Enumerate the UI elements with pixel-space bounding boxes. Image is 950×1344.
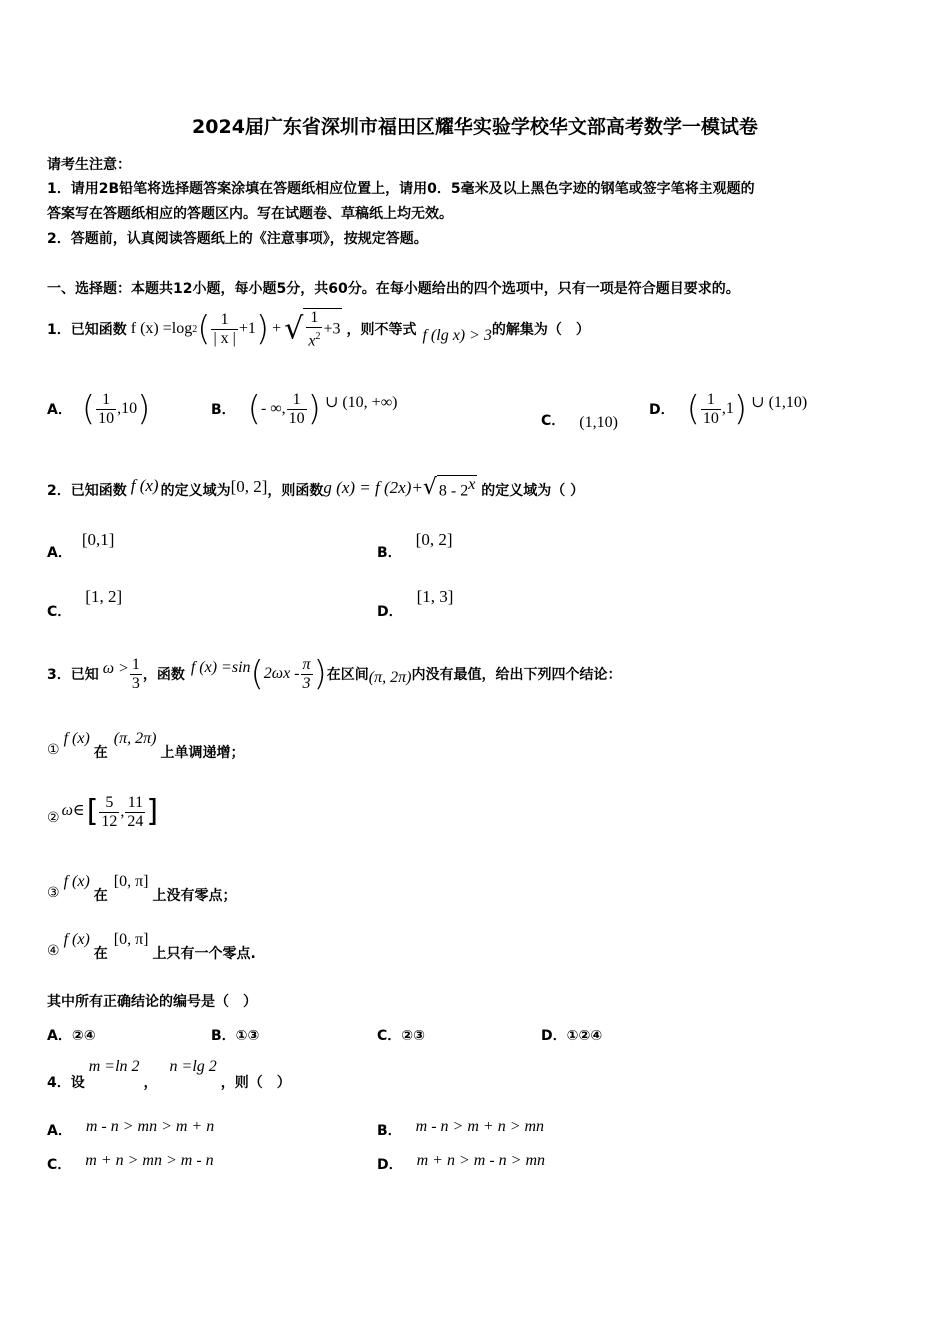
q1-option-b[interactable]	[211, 386, 397, 432]
q1-frac-num: 1	[211, 311, 237, 330]
q3-c1-fx: f (x)	[63, 730, 90, 747]
q2-fx: f (x)	[130, 476, 159, 495]
q3-option-c[interactable]	[377, 1025, 425, 1045]
q2-option-b-label: B．	[377, 545, 402, 561]
q4-option-d-label: D．	[377, 1157, 403, 1173]
q3-c4-fx: f (x)	[63, 931, 90, 948]
q3-inner: 2ωx -	[263, 665, 300, 682]
question-2	[47, 472, 584, 508]
q1-suffix: 的解集为（ ）	[491, 322, 590, 338]
q3-mid2: 在区间	[326, 667, 369, 683]
q1-root-num: 1	[306, 309, 322, 328]
paren-left: (	[81, 389, 96, 429]
bracket-left: [	[86, 794, 99, 829]
q4-c-value: m + n > mn > m - n	[85, 1152, 214, 1169]
q4-option-a[interactable]	[47, 1114, 214, 1140]
q1-b-num: 1	[287, 391, 307, 410]
q3-prefix: 3．已知	[47, 667, 99, 683]
q3-mid1: ，函数	[142, 667, 185, 683]
q2-domain: [0, 2]	[230, 477, 268, 496]
q4-b-value: m - n > m + n > mn	[415, 1118, 545, 1135]
q4-suffix: ，则（ ）	[220, 1075, 291, 1091]
q1-b-frac	[287, 391, 307, 428]
q1-option-d[interactable]	[649, 386, 807, 432]
q3-option-d[interactable]	[541, 1025, 602, 1045]
q3-c2-lead: ω∈	[61, 802, 85, 819]
q3-d-value: ①②④	[566, 1028, 603, 1044]
q1-root-x: x	[308, 332, 316, 350]
q3-omega-den: 3	[131, 674, 140, 692]
q3-c4-num: ④	[47, 943, 60, 959]
notice-line2: 2．答题前，认真阅读答题纸上的《注意事项》，按规定答题。	[47, 231, 428, 247]
q2-b-value: [0, 2]	[415, 530, 453, 549]
q3-option-a[interactable]	[47, 1025, 96, 1045]
q2-option-c-label: C．	[47, 604, 72, 620]
q4-option-c[interactable]	[47, 1148, 214, 1174]
q3-pi-num: π	[302, 655, 311, 673]
q3-c1-num: ①	[47, 742, 60, 758]
q1-option-b-label: B．	[211, 402, 236, 418]
paren-right: )	[307, 389, 321, 429]
q3-option-b-label: B．	[211, 1028, 236, 1044]
q3-c1-text: 上单调递增；	[160, 745, 245, 761]
q1-option-c-label: C．	[541, 413, 566, 429]
q2-option-d-label: D．	[377, 604, 403, 620]
q1-option-a-label: A．	[47, 402, 72, 418]
q3-pi-den: 3	[302, 674, 311, 692]
q3-option-d-label: D．	[541, 1028, 567, 1044]
q1-option-a[interactable]	[47, 386, 150, 432]
q4-option-b[interactable]	[377, 1114, 544, 1140]
q1-paren-right: )	[255, 309, 270, 349]
q1-plus-one: +1	[238, 320, 256, 337]
q3-c3-interval: [0, π]	[113, 873, 149, 890]
q3-option-a-label: A．	[47, 1028, 72, 1044]
paren-right: )	[313, 654, 327, 694]
q3-c3-fx: f (x)	[63, 873, 90, 890]
q1-a-num: 1	[96, 391, 116, 410]
q1-paren-left: (	[197, 309, 211, 349]
radical-icon: √	[422, 475, 437, 501]
q1-d-comma: ,1	[721, 400, 734, 417]
q2-a-value: [0,1]	[81, 530, 115, 549]
q3-c2-frac1	[99, 794, 119, 831]
q2-sqrt	[423, 475, 477, 500]
q1-option-d-label: D．	[649, 402, 675, 418]
q1-prefix: 1．已知函数	[47, 322, 127, 338]
q4-n: n =lg 2	[169, 1058, 217, 1075]
q3-c1-interval: (π, 2π)	[113, 730, 157, 747]
q1-d-frac	[701, 391, 721, 428]
paren-right: )	[733, 389, 748, 429]
q1-a-frac	[96, 391, 116, 428]
q1-middle: ，则不等式	[346, 322, 417, 338]
q3-fx: f (x) =sin	[190, 659, 251, 676]
q3-c2-num1: 5	[99, 794, 119, 813]
q1-option-c[interactable]	[541, 408, 618, 432]
q2-option-a-label: A．	[47, 545, 72, 561]
q3-option-c-label: C．	[377, 1028, 402, 1044]
q2-option-d[interactable]	[377, 587, 453, 621]
paren-left: (	[686, 389, 700, 429]
q4-prefix: 4．设	[47, 1075, 85, 1091]
q1-root-exp: 2	[315, 330, 321, 342]
q1-plus: +	[272, 320, 282, 337]
q3-a-value: ②④	[71, 1028, 96, 1044]
q3-c2-den1: 12	[101, 812, 118, 830]
question-3	[47, 651, 621, 697]
q3-conclusion-3	[47, 873, 237, 905]
q3-c4-zai: 在	[93, 946, 108, 962]
q3-c2-comma: ,	[120, 803, 125, 820]
q3-omega: ω >	[102, 660, 129, 677]
q3-interval: (π, 2π)	[368, 669, 412, 686]
q3-omega-frac	[130, 656, 142, 693]
q2-root: 8 - 2	[438, 482, 469, 500]
q1-c-value: (1,10)	[579, 414, 618, 431]
q3-b-value: ①③	[235, 1028, 260, 1044]
q2-prefix: 2．已知函数	[47, 483, 127, 499]
q3-c3-num: ③	[47, 885, 60, 901]
q4-m: m =ln 2	[88, 1058, 140, 1075]
q2-d-value: [1, 3]	[416, 587, 454, 606]
q4-d-value: m + n > m - n > mn	[416, 1152, 546, 1169]
q2-suffix: 的定义域为（ ）	[481, 483, 585, 499]
q3-conclusion-1	[47, 730, 244, 762]
q3-c2-den2: 24	[127, 812, 144, 830]
q1-inequality: f (lg x) > 3	[422, 327, 492, 344]
q1-a-den: 10	[98, 409, 115, 427]
q2-mid1: 的定义域为	[160, 483, 231, 499]
q4-option-c-label: C．	[47, 1157, 72, 1173]
q3-c2-num2: 11	[125, 794, 145, 813]
q3-conclusion-2	[47, 788, 158, 836]
q1-b-tail: ∪ (10, +∞)	[324, 394, 398, 411]
q3-option-b[interactable]	[211, 1025, 259, 1045]
question-4	[47, 1058, 291, 1092]
q1-d-den: 10	[702, 409, 719, 427]
q2-mid2: ，则函数	[267, 483, 324, 499]
paren-left: (	[247, 389, 261, 429]
q2-root-exp: x	[468, 476, 476, 494]
q4-sep: ，	[143, 1075, 158, 1091]
q1-d-tail: ∪ (1,10)	[751, 394, 808, 411]
q2-c-value: [1, 2]	[85, 587, 123, 606]
q1-fx: f (x) =log	[130, 320, 193, 337]
page-title: 2024届广东省深圳市福田区耀华实验学校华文部高考数学一模试卷	[192, 116, 758, 138]
q1-d-num: 1	[701, 391, 721, 410]
q2-option-b[interactable]	[377, 530, 453, 562]
q1-root-plus3: +3	[323, 320, 341, 338]
q3-c2-num: ②	[47, 810, 60, 826]
q3-suffix: 内没有最值，给出下列四个结论：	[411, 667, 622, 683]
q3-question: 其中所有正确结论的编号是（ ）	[47, 994, 257, 1010]
notice-line1b: 答案写在答题纸相应的答题区内。写在试题卷、草稿纸上均无效。	[47, 206, 453, 222]
q3-c3-text: 上没有零点；	[152, 888, 237, 904]
bracket-right: ]	[146, 794, 159, 829]
q3-c-value: ②③	[401, 1028, 425, 1044]
q3-c1-zai: 在	[93, 745, 108, 761]
q3-omega-num: 1	[131, 655, 140, 673]
q3-c4-interval: [0, π]	[113, 931, 149, 948]
q4-option-b-label: B．	[377, 1123, 402, 1139]
q3-conclusion-4	[47, 931, 256, 963]
q3-c4-text: 上只有一个零点.	[152, 946, 256, 962]
q4-option-d[interactable]	[377, 1148, 545, 1174]
q2-gx: g (x) = f (2x)+	[323, 478, 423, 497]
q3-pi-frac	[301, 656, 313, 693]
q3-c2-frac2	[125, 794, 145, 831]
question-1	[47, 304, 590, 354]
paren-left: (	[250, 654, 264, 694]
notice-line1: 1．请用2B铅笔将选择题答案涂填在答题纸相应位置上，请用0．5毫米及以上黑色字迹的钢笔或签字笔将主观题的	[47, 181, 755, 197]
q4-option-a-label: A．	[47, 1123, 72, 1139]
q1-a-tail: ,10	[117, 400, 138, 417]
q1-b-head: - ∞,	[260, 400, 286, 417]
paren-right: )	[137, 389, 151, 429]
q1-log-base: 2	[192, 323, 198, 335]
q1-frac-den: | x |	[213, 329, 236, 347]
q4-a-value: m - n > mn > m + n	[85, 1118, 215, 1135]
q1-frac	[211, 311, 237, 348]
radical-icon: √	[284, 311, 304, 347]
q3-c3-zai: 在	[93, 888, 108, 904]
notice-heading: 请考生注意：	[47, 157, 131, 173]
q1-b-den: 10	[288, 409, 305, 427]
q2-option-c[interactable]	[47, 587, 122, 621]
q2-option-a[interactable]	[47, 530, 114, 562]
q1-sqrt	[284, 308, 342, 350]
section-heading: 一、选择题：本题共12小题，每小题5分，共60分。在每小题给出的四个选项中，只有一项是符合题目要求的。	[47, 281, 740, 297]
